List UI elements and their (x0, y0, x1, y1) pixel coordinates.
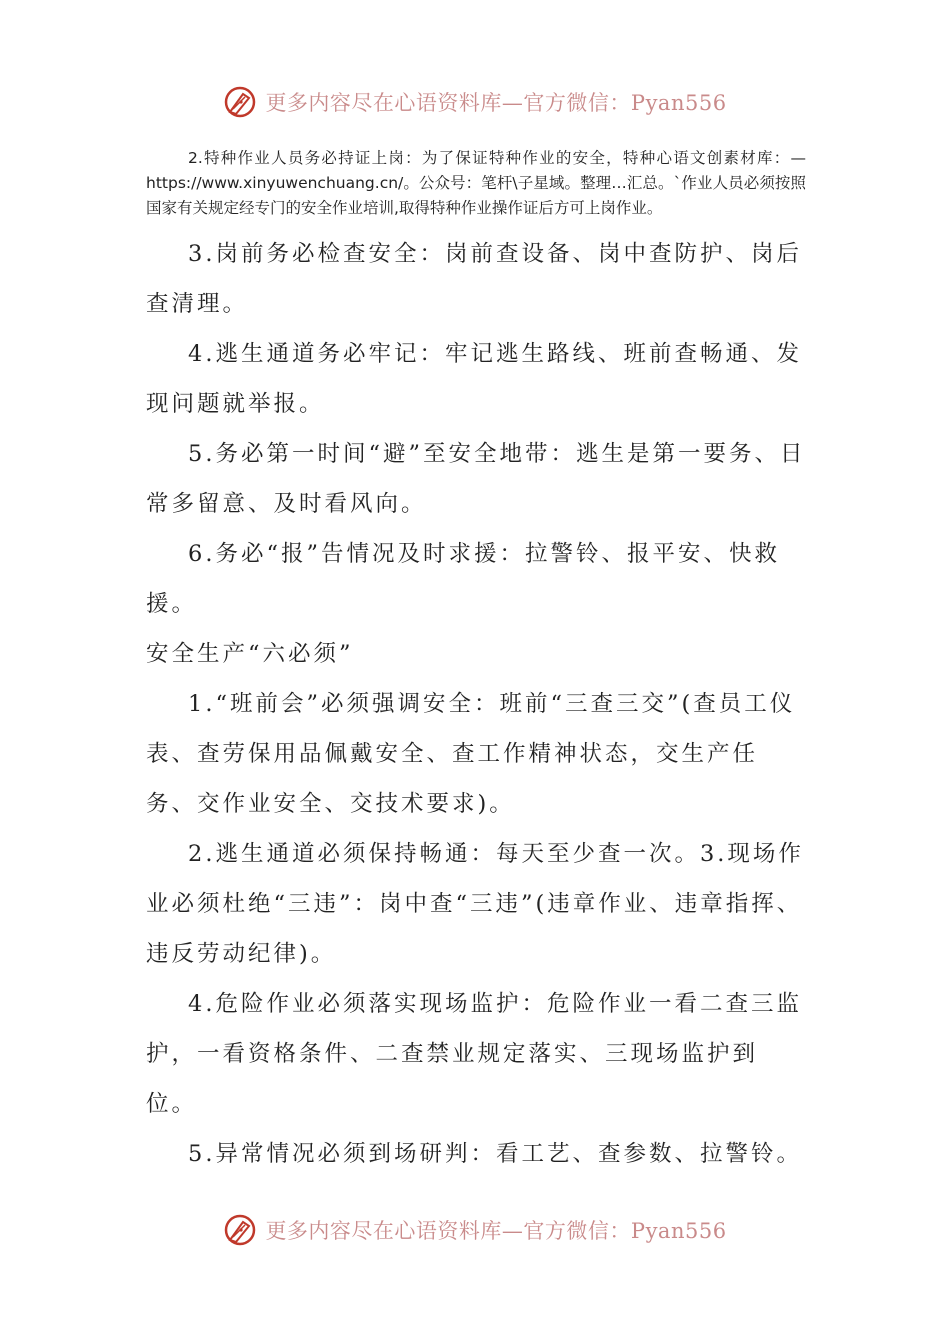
section-paragraph-1: 1.“班前会”必须强调安全：班前“三查三交”(查员工仪表、查劳保用品佩戴安全、查工作精神状态，交生产任务、交作业安全、交技术要求)。 (146, 691, 796, 817)
paragraph-6: 6.务必“报”告情况及时求援：拉警铃、报平安、快救援。 (146, 541, 780, 617)
section-paragraph-2: 2.逃生通道必须保持畅通：每天至少查一次。3.现场作业必须杜绝“三违”：岗中查“三违”(违章作业、违章指挥、违反劳动纪律)。 (146, 841, 804, 967)
section-paragraph-4: 4.危险作业必须落实现场监护：危险作业一看二查三监护，一看资格条件、二查禁业规定落实、三现场监护到位。 (146, 991, 802, 1117)
paragraph-5: 5.务必第一时间“避”至安全地带：逃生是第一要务、日常多留意、及时看风向。 (146, 441, 806, 517)
header-banner-text: 更多内容尽在心语资料库—官方微信：Pyan556 (265, 91, 727, 115)
pen-nib-logo-icon (223, 85, 257, 119)
paragraph-4: 4.逃生通道务必牢记：牢记逃生路线、班前查畅通、发现问题就举报。 (146, 341, 802, 417)
section-title: 安全生产“六必须” (146, 641, 354, 667)
header-banner (0, 80, 950, 124)
footer-banner (0, 1208, 950, 1252)
document-body (146, 146, 806, 1179)
paragraph-3: 3.岗前务必检查安全：岗前查设备、岗中查防护、岗后查清理。 (146, 241, 802, 317)
footer-banner-text: 更多内容尽在心语资料库—官方微信：Pyan556 (265, 1219, 727, 1243)
pen-nib-logo-icon (223, 1213, 257, 1247)
small-paragraph: 2.特种作业人员务必持证上岗：为了保证特种作业的安全，特种心语文创素材库：—https://www.xinyuwenchuang.cn/。公众号：笔杆\子星域。整理…汇总。`作业人员必须按照国家有关规定经专门的安全作业培训,取得特种作业操作证后方可上岗作业。 (146, 149, 806, 217)
section-paragraph-5: 5.异常情况必须到场研判：看工艺、查参数、拉警铃。 (188, 1141, 802, 1167)
